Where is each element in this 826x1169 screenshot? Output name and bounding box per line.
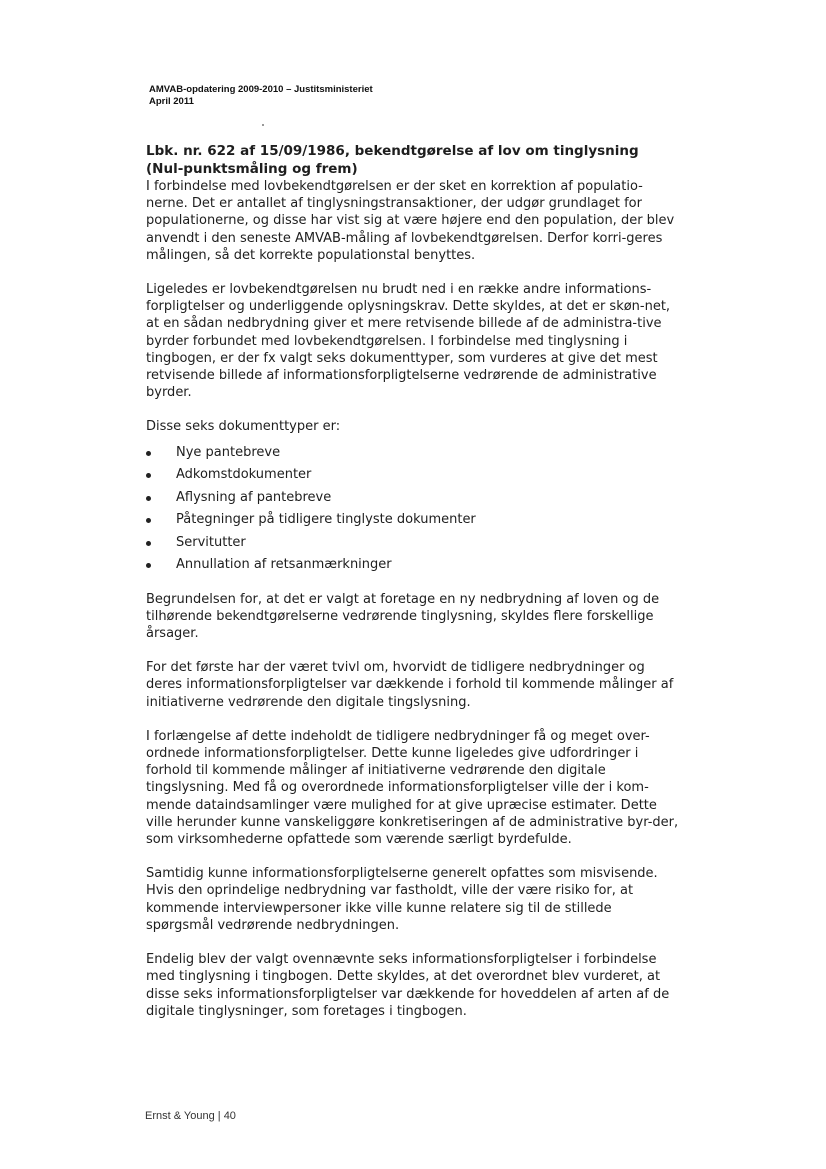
- document-header: [149, 84, 669, 108]
- list-item: [146, 532, 680, 555]
- list-item: [146, 442, 680, 465]
- paragraph: Endelig blev der valgt ovennævnte seks informationsforpligtelser i forbindelse med tinglysning i tingbogen. Dette skyldes, at det overordnet blev vurderet, at disse seks informationsforpligtelser var dækkende for hoveddelen af arten af de digitale tinglysninger, som foretages i tingbogen.: [146, 952, 670, 1019]
- list-item-label: Annullation af retsanmærkninger: [176, 557, 392, 573]
- list-intro: Disse seks dokumenttyper er:: [146, 419, 341, 435]
- paragraph: I forbindelse med lovbekendtgørelsen er der sket en korrektion af populatio-nerne. Det er antallet af tinglysningstransaktioner, der udgør grundlaget for populationerne, og disse har vist sig at være højere end den population, der blev anvendt i den seneste AMVAB-måling af lovbekendtgørelsen. Derfor korri-geres målingen, så det korrekte populationstal benyttes.: [146, 179, 675, 263]
- bullet-icon: [146, 563, 151, 568]
- bullet-icon: [146, 473, 151, 478]
- header-title: AMVAB-opdatering 2009-2010 – Justitsministeriet: [149, 84, 373, 95]
- list-item: [146, 487, 680, 510]
- paragraph: For det første har der været tvivl om, hvorvidt de tidligere nedbrydninger og deres informationsforpligtelser var dækkende i forhold til kommende målinger af initiativerne vedrørende den digitale tingslysning.: [146, 660, 674, 710]
- paragraph: I forlængelse af dette indeholdt de tidligere nedbrydninger få og meget over-ordnede informationsforpligtelser. Dette kunne ligeledes give udfordringer i forhold til kommende målinger af initiativerne vedrørende den digitale tingslysning. Med få og overordnede informationsforpligtelser ville der i kom-mende dataindsamlinger være mulighed for at give upræcise estimater. Dette ville herunder kunne vanskeliggøre konkretiseringen af de administrative byr-der, som virksomhederne opfattede som værende særligt byrdefulde.: [146, 728, 679, 848]
- section-title: Lbk. nr. 622 af 15/09/1986, bekendtgørelse af lov om tinglysning (Nul-punktsmåling og frem): [146, 143, 639, 177]
- scan-speck: [262, 124, 264, 126]
- list-item-label: Adkomstdokumenter: [176, 467, 312, 483]
- bullet-icon: [146, 518, 151, 523]
- bullet-icon: [146, 541, 151, 546]
- list-item: [146, 554, 680, 577]
- paragraph: Begrundelsen for, at det er valgt at foretage en ny nedbrydning af loven og de tilhørende bekendtgørelserne vedrørende tinglysning, skyldes flere forskellige årsager.: [146, 591, 660, 642]
- document-type-list: [146, 442, 680, 577]
- document-body: [146, 142, 680, 1020]
- paragraph: Samtidig kunne informationsforpligtelserne generelt opfattes som misvisende. Hvis den oprindelige nedbrydning var fastholdt, ville der være risiko for, at kommende interviewpersoner ikke ville kunne relatere sig til de stillede spørgsmål vedrørende nedbrydningen.: [146, 866, 658, 933]
- list-item-label: Aflysning af pantebreve: [176, 489, 332, 505]
- page-footer: Ernst & Young | 40: [145, 1110, 236, 1122]
- paragraph: Ligeledes er lovbekendtgørelsen nu brudt ned i en række andre informations-forpligtelser og underliggende oplysningskrav. Dette skyldes, at det er skøn-net, at en sådan nedbrydning giver et mere retvisende billede af de administra-tive byrder forbundet med lovbekendtgørelsen. I forbindelse med tinglysning i tingbogen, er der fx valgt seks dokumenttyper, som vurderes at give det mest retvisende billede af informationsforpligtelserne vedrørende de administrative byrder.: [146, 282, 671, 401]
- header-date: April 2011: [149, 96, 194, 107]
- list-item: [146, 509, 680, 532]
- bullet-icon: [146, 496, 151, 501]
- list-item: [146, 464, 680, 487]
- list-item-label: Nye pantebreve: [176, 444, 281, 460]
- list-item-label: Servitutter: [176, 534, 246, 550]
- bullet-icon: [146, 451, 151, 456]
- list-item-label: Påtegninger på tidligere tinglyste dokumenter: [176, 512, 476, 528]
